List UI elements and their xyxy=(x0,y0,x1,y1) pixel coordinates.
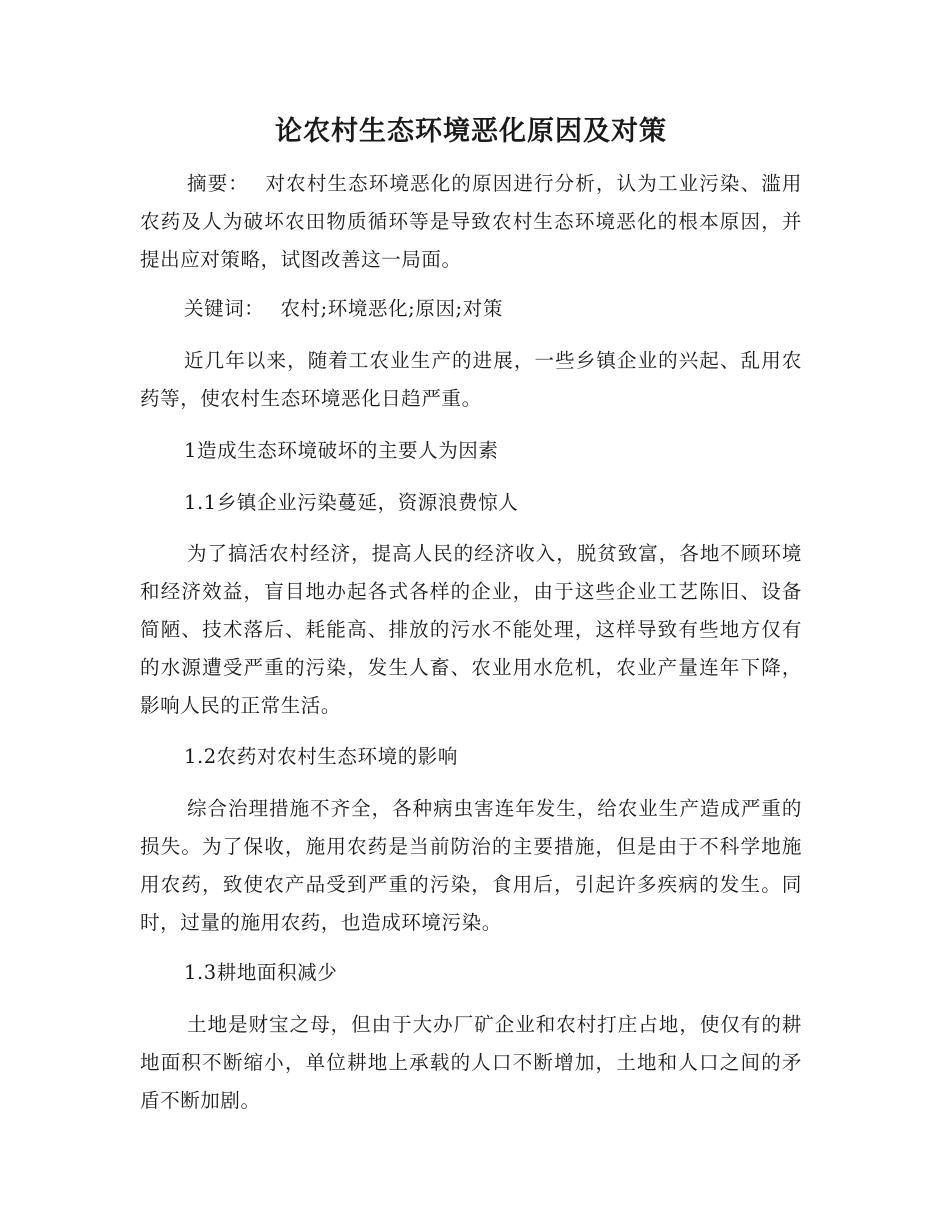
document-title: 论农村生态环境恶化原因及对策 xyxy=(275,116,667,147)
section-heading-1: 1造成生态环境破坏的主要人为因素 xyxy=(184,439,499,462)
section-1-1-paragraph: 为了搞活农村经济，提高人民的经济收入，脱贫致富，各地不顾环境和经济效益，盲目地办起各式各样的企业，由于这些企业工艺陈旧、设备简陋、技术落后、耗能高、排放的污水不能处理，这样导致有些地方仅有的水源遭受严重的污染，发生人畜、农业用水危机，农业产量连年下降，影响人民的正常生活。 xyxy=(140,542,802,717)
intro-paragraph: 近几年以来，随着工农业生产的进展，一些乡镇企业的兴起、乱用农药等，使农村生态环境恶化日趋严重。 xyxy=(140,349,802,410)
keywords-text: 农村;环境恶化;原因;对策 xyxy=(280,297,503,320)
abstract-label: 摘要： xyxy=(187,172,249,195)
keywords-paragraph xyxy=(140,290,802,328)
abstract-paragraph xyxy=(140,165,802,279)
abstract-text: 对农村生态环境恶化的原因进行分析，认为工业污染、滥用农药及人为破坏农田物质循环等是导致农村生态环境恶化的根本原因，并提出应对策略，试图改善这一局面。 xyxy=(140,172,802,271)
section-heading-1-2: 1.2农药对农村生态环境的影响 xyxy=(184,745,459,768)
section-1-2-paragraph: 综合治理措施不齐全，各种病虫害连年发生，给农业生产造成严重的损失。为了保收，施用农药是当前防治的主要措施，但是由于不科学地施用农药，致使农产品受到严重的污染，食用后，引起许多疾病的发生。同时，过量的施用农药，也造成环境污染。 xyxy=(140,797,802,934)
section-1-3-paragraph: 土地是财宝之母，但由于大办厂矿企业和农村打庄占地，使仅有的耕地面积不断缩小，单位耕地上承载的人口不断增加，土地和人口之间的矛盾不断加剧。 xyxy=(140,1013,802,1112)
section-heading-1-3: 1.3耕地面积减少 xyxy=(184,961,338,984)
keywords-label: 关键词： xyxy=(184,297,265,320)
section-heading-1-1: 1.1乡镇企业污染蔓延，资源浪费惊人 xyxy=(184,491,519,514)
